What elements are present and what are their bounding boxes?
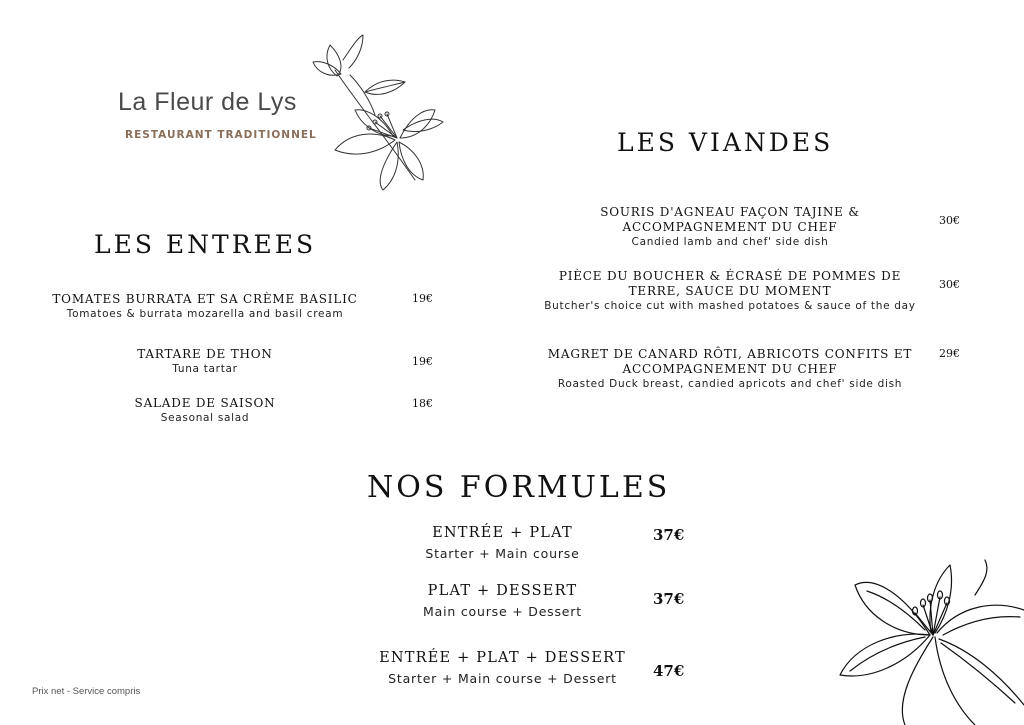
viande-item <box>520 347 940 391</box>
viande-name-line2: TERRE, SAUCE DU MOMENT <box>628 284 832 298</box>
entree-desc: Seasonal salad <box>160 412 250 424</box>
lily-flower-sketch-icon <box>305 30 450 195</box>
formules-section-title: NOS FORMULES <box>367 470 671 505</box>
lily-flower-large-icon <box>835 555 1024 725</box>
entree-item <box>40 347 370 376</box>
viande-item <box>520 205 940 249</box>
viande-name-line1: SOURIS D'AGNEAU FAÇON TAJINE & <box>600 205 860 219</box>
viande-price: 30€ <box>939 214 960 227</box>
formule-price: 47€ <box>653 662 685 680</box>
formule-name: ENTRÉE + PLAT + DESSERT <box>379 650 626 666</box>
viande-name-line2: ACCOMPAGNEMENT DU CHEF <box>622 220 838 234</box>
viande-price: 30€ <box>939 278 960 291</box>
viandes-section-title: LES VIANDES <box>617 128 834 157</box>
entree-desc: Tomatoes & burrata mozarella and basil cream <box>66 308 344 320</box>
formule-price: 37€ <box>653 590 685 608</box>
formule-item <box>360 525 645 561</box>
entree-name: TOMATES BURRATA ET SA CRÈME BASILIC <box>52 292 358 306</box>
viande-price: 29€ <box>939 347 960 360</box>
entree-price: 19€ <box>412 292 433 305</box>
viande-desc: Candied lamb and chef' side dish <box>631 236 829 248</box>
entree-item <box>40 396 370 425</box>
viande-desc: Roasted Duck breast, candied apricots and chef' side dish <box>557 378 903 390</box>
formule-item <box>360 650 645 686</box>
formule-desc: Starter + Main course + Dessert <box>388 671 617 686</box>
entree-item <box>40 292 370 321</box>
entree-desc: Tuna tartar <box>172 363 238 375</box>
formule-price: 37€ <box>653 526 685 544</box>
entree-price: 19€ <box>412 355 433 368</box>
formule-name: ENTRÉE + PLAT <box>432 525 573 541</box>
entree-name: SALADE DE SAISON <box>134 396 276 410</box>
formule-desc: Starter + Main course <box>425 546 580 561</box>
formule-name: PLAT + DESSERT <box>427 583 578 599</box>
formule-desc: Main course + Dessert <box>423 604 582 619</box>
entree-name: TARTARE DE THON <box>137 347 273 361</box>
restaurant-subtitle: RESTAURANT TRADITIONNEL <box>125 129 317 141</box>
viande-name-line2: ACCOMPAGNEMENT DU CHEF <box>622 362 838 376</box>
viande-item <box>520 269 940 313</box>
viande-desc: Butcher's choice cut with mashed potatoes & sauce of the day <box>544 300 916 312</box>
restaurant-name: La Fleur de Lys <box>118 88 297 116</box>
viande-name-line1: PIÈCE DU BOUCHER & ÉCRASÉ DE POMMES DE <box>558 269 902 283</box>
viande-name-line1: MAGRET DE CANARD RÔTI, ABRICOTS CONFITS ET <box>547 347 913 361</box>
formule-item <box>360 583 645 619</box>
footer-note: Prix net - Service compris <box>32 686 141 697</box>
entree-price: 18€ <box>412 397 433 410</box>
entrees-section-title: LES ENTREES <box>94 230 317 259</box>
